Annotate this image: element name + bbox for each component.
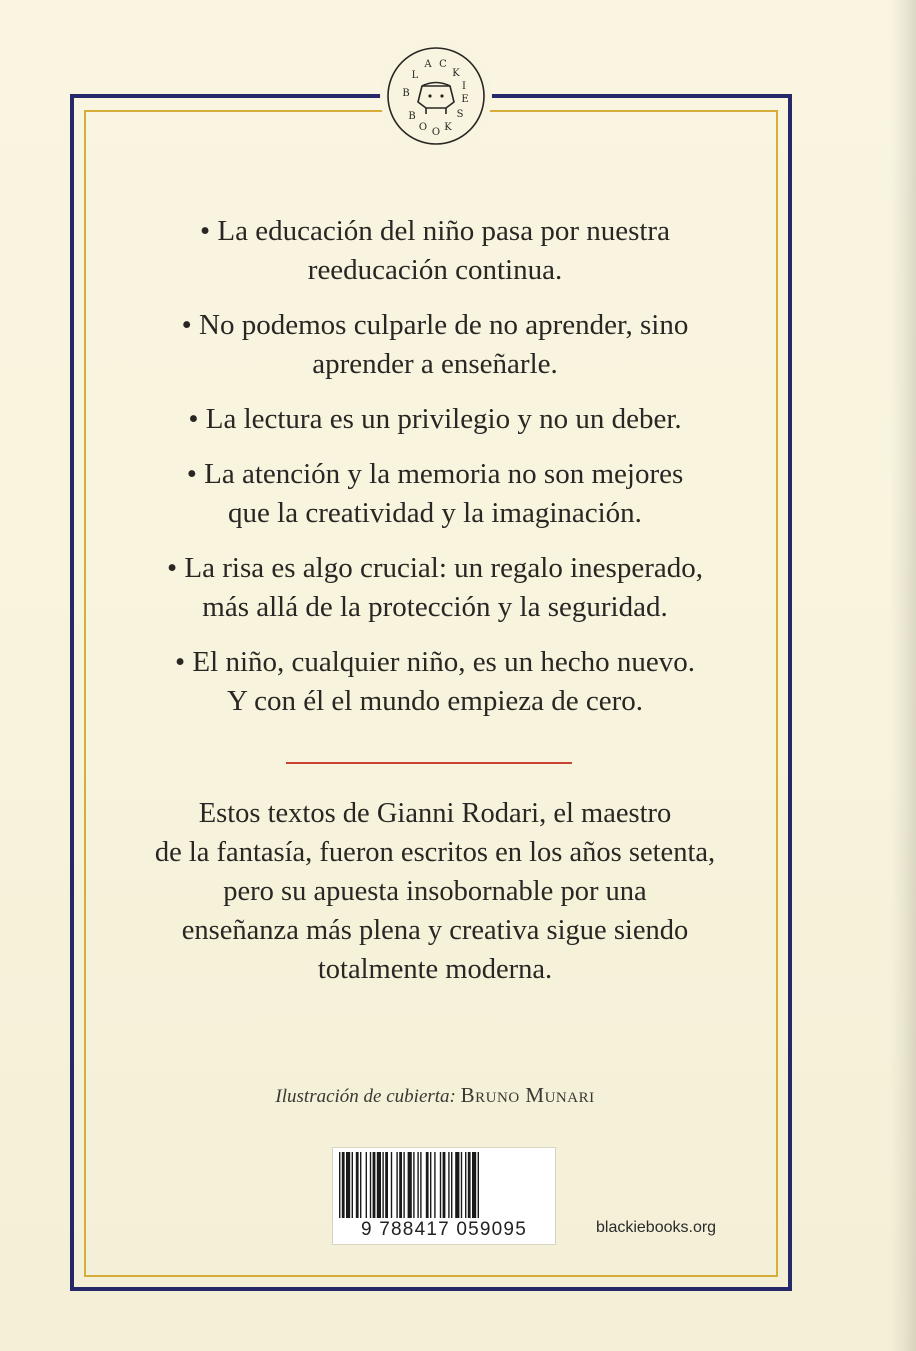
cover-edge-shadow — [890, 0, 916, 1351]
barcode-bar — [472, 1152, 476, 1218]
quote-item: • La lectura es un privilegio y no un deber. — [188, 403, 682, 435]
svg-text:A: A — [424, 59, 432, 70]
svg-text:O: O — [431, 127, 441, 138]
svg-text:B: B — [408, 111, 416, 122]
barcode-bars-icon — [335, 1152, 553, 1218]
barcode-bar — [370, 1152, 371, 1218]
barcode-bar — [478, 1152, 479, 1218]
barcode-bar — [352, 1152, 353, 1218]
barcode-bar — [399, 1152, 402, 1218]
cover-illustration-credit — [110, 1083, 760, 1108]
barcode-bar — [420, 1152, 421, 1218]
barcode-bar — [430, 1152, 431, 1218]
barcode-bar — [465, 1152, 466, 1218]
svg-text:I: I — [462, 81, 466, 92]
svg-text:C: C — [439, 59, 447, 70]
barcode-bar — [468, 1152, 471, 1218]
isbn-barcode — [332, 1147, 556, 1245]
barcode-bar — [440, 1152, 441, 1218]
barcode-bar — [360, 1152, 361, 1218]
quote-item: • La risa es algo crucial: un regalo inesperado, más allá de la protección y la seguridad. — [167, 552, 703, 623]
credit-name: Bruno Munari — [460, 1083, 595, 1107]
barcode-bar — [377, 1152, 381, 1218]
quote-item: • La educación del niño pasa por nuestra reeducación continua. — [200, 215, 670, 286]
blackie-books-logo-icon — [386, 46, 486, 146]
publisher-logo — [380, 40, 492, 152]
credit-label: Ilustración de cubierta: — [275, 1086, 456, 1107]
isbn-number: 9 788417 059095 — [361, 1219, 527, 1240]
book-blurb: Estos textos de Gianni Rodari, el maestro de la fantasía, fueron escritos en los años setenta, pero su apuesta insobornable por una enseñanza más plena y creativa sigue siendo totalmente moderna. — [154, 798, 716, 985]
barcode-bar — [443, 1152, 446, 1218]
barcode-bar — [408, 1152, 412, 1218]
barcode-bar — [413, 1152, 414, 1218]
barcode-bar — [356, 1152, 359, 1218]
svg-text:O: O — [418, 122, 428, 133]
barcode-bar — [366, 1152, 367, 1218]
barcode-bar — [461, 1152, 462, 1218]
barcode-bar — [455, 1152, 459, 1218]
barcode-bar — [434, 1152, 435, 1218]
barcode-bar — [426, 1152, 429, 1218]
barcode-bar — [448, 1152, 449, 1218]
svg-text:K: K — [452, 68, 460, 79]
section-divider — [286, 762, 572, 764]
barcode-bar — [346, 1152, 350, 1218]
barcode-bar — [342, 1152, 345, 1218]
barcode-bar — [373, 1152, 376, 1218]
svg-text:E: E — [461, 94, 469, 105]
barcode-bar — [403, 1152, 404, 1218]
barcode-bar — [396, 1152, 397, 1218]
svg-text:K: K — [444, 122, 452, 133]
barcode-bar — [417, 1152, 418, 1218]
barcode-bar — [382, 1152, 383, 1218]
quote-list — [110, 212, 760, 737]
barcode-bar — [451, 1152, 452, 1218]
svg-text:L: L — [411, 70, 419, 81]
publisher-website: blackiebooks.org — [596, 1219, 717, 1236]
barcode-bar — [391, 1152, 392, 1218]
quote-item: • La atención y la memoria no son mejores que la creatividad y la imaginación. — [186, 458, 684, 529]
quote-item: • No podemos culparle de no aprender, sino aprender a enseñarle. — [181, 309, 689, 380]
quote-item: • El niño, cualquier niño, es un hecho nuevo. Y con él el mundo empieza de cero. — [175, 646, 695, 717]
svg-text:S: S — [456, 109, 464, 120]
barcode-bar — [339, 1152, 340, 1218]
barcode-bar — [385, 1152, 388, 1218]
svg-text:B: B — [402, 88, 410, 99]
